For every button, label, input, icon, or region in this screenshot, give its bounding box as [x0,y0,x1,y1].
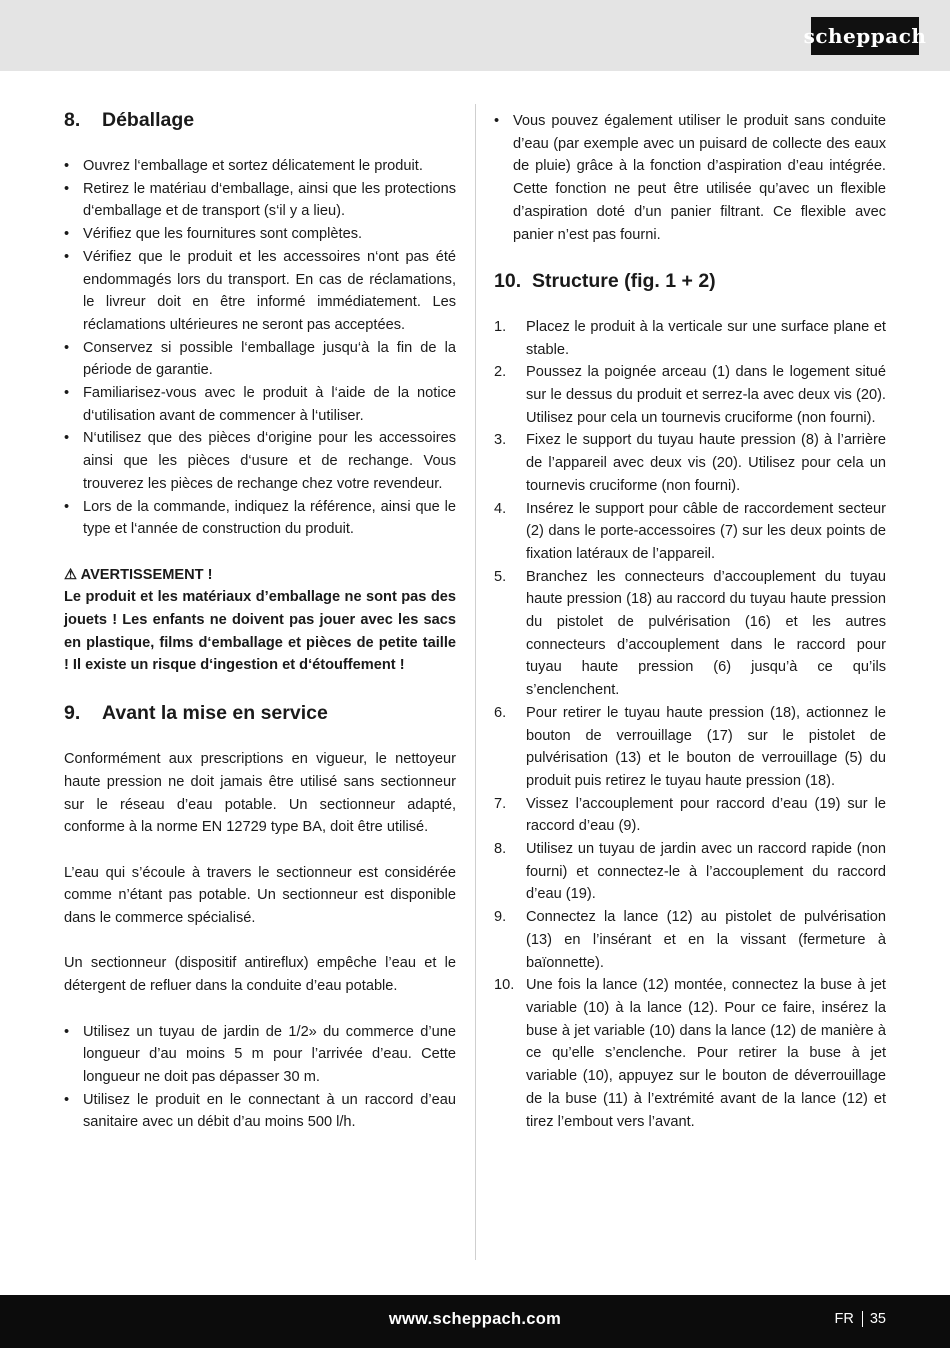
list-item: • Vous pouvez également utiliser le produit sans conduite d’eau (par exemple avec un puisard de collecte des eaux de pluie) grâce à la fonction d’aspiration d’eau intégrée. Cette fonction ne peut être utilisée qu’avec un flexible d’aspiration doté d’un panier filtrant. Ce flexible avec panier n’est pas fourni. [494,113,886,243]
list-item: • Familiarisez-vous avec le produit à l‘aide de la notice d‘utilisation avant de commencer à l‘utiliser. [64,385,456,424]
paragraph: Conformément aux prescriptions en vigueur, le nettoyeur haute pression ne doit jamais être utilisé sans sectionneur sur le réseau d’eau potable. Un sectionneur adapté, conforme à la norme EN 12729 type BA, doit être utilisé. [64,751,456,836]
list-item: • Retirez le matériau d‘emballage, ainsi que les protections d‘emballage et de transport (s‘il y a lieu). [64,180,456,220]
warning-text: Le produit et les matériaux d’emballage ne sont pas des jouets ! Les enfants ne doivent pas jouer avec les sacs en plastique, films d‘emballage et pièces de petite taille ! Il existe un risque d‘ingestion et d‘étouffement ! [64,589,456,674]
section-number: 10. [494,269,522,292]
separator [862,1311,863,1327]
list-item: 3. Fixez le support du tuyau haute pression (8) à l’arrière de l’appareil avec deux vis (20). Utilisez pour cela un tournevis cruciforme (non fourni). [494,432,886,494]
list-item: • Ouvrez l‘emballage et sortez délicatement le produit. [64,158,423,174]
warning-heading [64,564,456,587]
list-item: • Lors de la commande, indiquez la référence, ainsi que le type et l‘année de construction du produit. [64,498,456,538]
mise-en-service-list-continued [494,110,886,246]
list-item: • Utilisez le produit en le connectant à un raccord d’eau sanitaire avec un débit d’au moins 500 l/h. [64,1091,456,1131]
left-column [64,108,456,1134]
footer-bar [0,1295,950,1348]
warning-title: AVERTISSEMENT ! [80,566,213,583]
language-code: FR [834,1311,854,1327]
deballage-list [64,155,456,541]
section-number: 9. [64,702,81,725]
list-item: 5. Branchez les connecteurs d’accouplement du tuyau haute pression (18) au raccord du tuyau haute pression du pistolet de pulvérisation (16) et les autres connecteurs d’accouplement dans le raccord pour tuyau haute pression (6) jusqu’à ce qu’ils s’enclenchent. [494,568,886,699]
list-item: 8. Utilisez un tuyau de jardin avec un raccord rapide (non fourni) et connectez-le à l’accouplement du raccord d’eau (19). [494,841,886,903]
paragraph: Un sectionneur (dispositif antireflux) empêche l’eau et le détergent de refluer dans la conduite d’eau potable. [64,955,456,995]
column-divider [475,104,476,1260]
section-title: Déballage [102,109,195,131]
list-item: • N‘utilisez que des pièces d‘origine pour les accessoires ainsi que les pièces d‘usure et de rechange. Vous trouverez les pièces de rechange chez votre revendeur. [64,430,456,492]
section-title: Avant la mise en service [102,702,328,725]
list-item: 1. Placez le produit à la verticale sur une surface plane et stable. [494,318,886,358]
list-item: • Utilisez un tuyau de jardin de 1/2» du commerce d’une longueur d’au moins 5 m pour l’arrivée d’eau. Cette longueur ne doit pas dépasser 30 m. [64,1023,456,1085]
section-title: Structure (fig. 1 + 2) [532,269,716,292]
mise-en-service-list [64,1021,456,1135]
section-number: 8. [64,109,81,131]
list-item: • Vérifiez que le produit et les accessoires n‘ont pas été endommagés lors du transport. En cas de réclamations, le livreur doit en être informé immédiatement. Les réclamations ultérieures ne seront pas acceptées. [64,248,456,333]
structure-steps [494,316,886,1133]
header-bar [0,0,950,71]
paragraph: L’eau qui s’écoule à travers le sectionneur est considérée comme n’étant pas potable. Un sectionneur est disponible dans le commerce spécialisé. [64,864,456,927]
list-item: • Conservez si possible l‘emballage jusqu‘à la fin de la période de garantie. [64,339,456,379]
section-heading-deballage [64,108,456,132]
list-item: • Vérifiez que les fournitures sont complètes. [64,226,363,243]
list-item: 9. Connectez la lance (12) au pistolet de pulvérisation (13) en l’insérant et en la vissant (fermeture à baïonnette). [494,909,886,971]
list-item: 2. Poussez la poignée arceau (1) dans le logement situé sur le dessus du produit et serrez-la avec deux vis (20). Utilisez pour cela un tournevis cruciforme (non fourni). [494,364,886,426]
page-indicator [835,1311,886,1327]
section-heading-mise-en-service [64,701,456,725]
warning-icon: ⚠ [64,566,78,583]
right-column [494,110,886,1133]
section-heading-structure [494,269,886,293]
brand-logo: scheppach [811,17,919,55]
list-item: 10. Une fois la lance (12) montée, connectez la buse à jet variable (10) à la lance (12). Pour ce faire, insérez la buse à jet variable (10) dans la lance (12) de manière à ce qu’elle s’enclenche. Pour retirer la buse à jet variable (10), appuyez sur le bouton de déverrouillage de la buse (11) à l’extrémité avant de la lance (12) et tirez l’embout vers l’avant. [494,977,886,1130]
website-link[interactable]: www.scheppach.com [388,1310,562,1328]
page-number: 35 [869,1311,886,1327]
list-item: 4. Insérez le support pour câble de raccordement secteur (2) dans le porte-accessoires (7) sur les deux points de fixation latéraux de l’appareil. [494,500,886,562]
list-item: 6. Pour retirer le tuyau haute pression (18), actionnez le bouton de verrouillage (17) sur le pistolet de pulvérisation (13) et le bouton de verrouillage (5) du produit puis retirez le tuyau haute pression (18). [494,704,886,789]
list-item: 7. Vissez l’accouplement pour raccord d’eau (19) sur le raccord d’eau (9). [494,795,886,835]
